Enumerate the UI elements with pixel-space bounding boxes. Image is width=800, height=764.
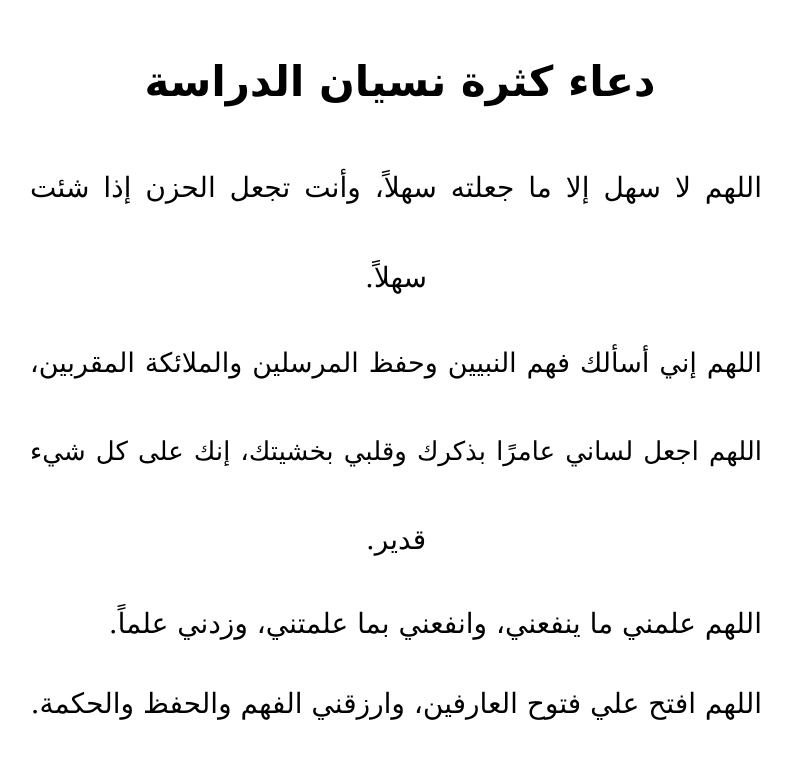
prayer-line: اللهم علمني ما ينفعني، وانفعني بما علمتني، وزدني علماً. bbox=[108, 607, 762, 640]
prayer-line: اللهم افتح علي فتوح العارفين، وارزقني الفهم والحفظ والحكمة. bbox=[30, 687, 762, 720]
prayer-line: اللهم إني أسألك فهم النبيين وحفظ المرسلين والملائكة المقربين، bbox=[30, 348, 762, 379]
prayer-line: اللهم اجعل لساني عامرًا بذكرك وقلبي بخشيتك، إنك على كل شيء bbox=[30, 437, 762, 467]
prayer-line: اللهم لا سهل إلا ما جعلته سهلاً، وأنت تجعل الحزن إذا شئت bbox=[30, 171, 762, 204]
document-title: دعاء كثرة نسيان الدراسة bbox=[144, 57, 656, 106]
prayer-line: قدير. bbox=[365, 523, 427, 556]
prayer-line: سهلاً. bbox=[365, 261, 427, 294]
